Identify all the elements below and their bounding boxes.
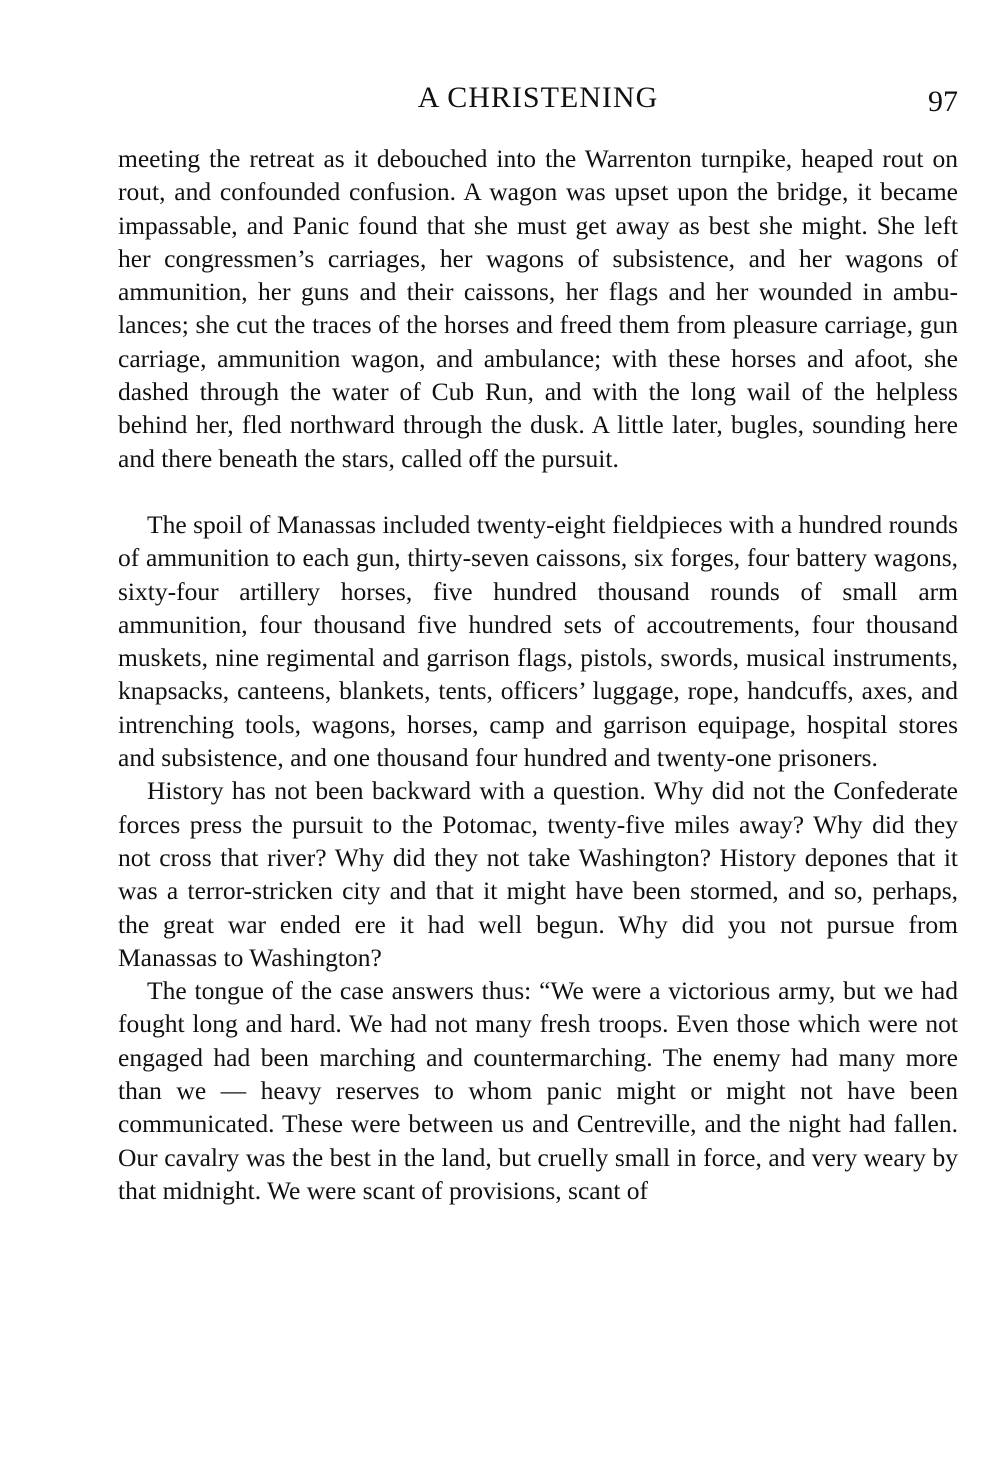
running-head [118,78,958,122]
paragraph-history-question: History has not been backward with a question. Why did not the Confederate forces press the pursuit to the Potomac, twenty-five miles away? Why did they not cross that river? Why did they not take Washington? History depones that it was a terror-stricken city and that it might have been stormed, and so, perhaps, the great war ended ere it had well begun. Why did you not pursue from Manassas to Washington? [118,776,958,972]
section-break [118,475,958,508]
running-title: A CHRISTENING [417,81,659,114]
paragraph-spoil: The spoil of Manassas included twenty-eight fieldpieces with a hundred rounds of ammunition to each gun, thirty-seven caissons, six forges, four battery wagons, sixty-four artillery horses, five hundred thousand rounds of small arm ammunition, four thousand five hundred sets of accoutrements, four thousand muskets, nine regimental and garrison flags, pistols, swords, musical instruments, knapsacks, canteens, blankets, tents, officers’ luggage, rope, handcuffs, axes, and intrenching tools, wagons, horses, camp and garrison equipage, hospital stores and subsistence, and one thousand four hundred and twenty-one prisoners. [118,509,958,773]
page-number: 97 [928,85,958,118]
body-text [118,142,958,1207]
paragraph-retreat: meeting the retreat as it debouched into the Warrenton turnpike, heaped rout on rout, and confounded confusion. A wagon was upset upon the bridge, it became impassable, and Panic found that she must get away as best she might. She left her congressmen’s carriages, her wagons of subsistence, and her wagons of ammunition, her guns and their caissons, her flags and her wounded in ambulances; she cut the traces of the horses and freed them from pleasure carriage, gun carriage, ammunition wagon, and ambulance; with these horses and afoot, she dashed through the water of Cub Run, and with the long wail of the helpless behind her, fled northward through the dusk. A little later, bugles, sounding here and there beneath the stars, called off the pursuit. [118,144,958,473]
paragraph-answer: The tongue of the case answers thus: “We were a victorious army, but we had fought long and hard. We had not many fresh troops. Even those which were not engaged had been marching and countermarching. The enemy had many more than we — heavy reserves to whom panic might or might not have been communicated. These were between us and Centreville, and the night had fallen. Our cavalry was the best in the land, but cruelly small in force, and very weary by that midnight. We were scant of provisions, scant of [118,976,958,1205]
